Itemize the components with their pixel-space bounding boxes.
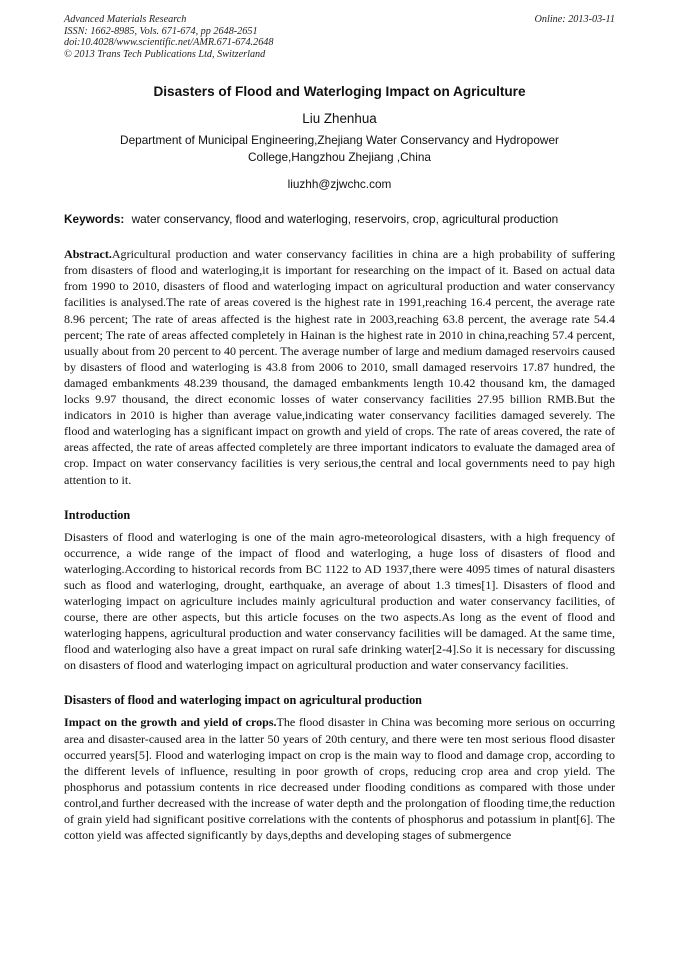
section2-text: The flood disaster in China was becoming more serious on occurring area and disaster-caused area in the latter 50 years of 20th century, and there were ten most serious flood disaster occurred years[5]. Flood and waterloging impact on crop is the main way to flood and damage crop, according to the different levels of influence, resulting in poor growth of crops, reducing crop area and crop yield. The phosphorus and potassium contents in rice decreased under flooding conditions as compared with those under control,and further decreased with the increase of water depth and the prolongation of flooding time,the reduction of grain yield had significant positive correlations with the contents of phosphorus and potassium in plant[6]. The cotton yield was affected significantly by days,depths and developing stages of submergence <box>64 715 615 843</box>
affiliation-line-2: College,Hangzhou Zhejiang ,China <box>248 149 431 164</box>
section2-heading: Disasters of flood and waterloging impact on agricultural production <box>64 693 422 708</box>
issn-line: ISSN: 1662-8985, Vols. 671-674, pp 2648-2651 <box>64 25 258 37</box>
abstract <box>64 246 615 487</box>
copyright-line: © 2013 Trans Tech Publications Ltd, Switzerland <box>64 48 266 60</box>
abstract-label: Abstract. <box>64 247 112 262</box>
section2-paragraph <box>64 714 615 843</box>
affiliation-line-1: Department of Municipal Engineering,Zhejiang Water Conservancy and Hydropower <box>120 133 559 148</box>
affiliation <box>64 132 615 165</box>
section2-lead: Impact on the growth and yield of crops. <box>64 715 277 730</box>
introduction-heading: Introduction <box>64 507 131 522</box>
abstract-text: Agricultural production and water conservancy facilities in china are a high probability of suffering from disasters of flood and waterloging,it is important for researching on the impact of it. Based on actual data from 1990 to 2010, disasters of flood and waterloging impact on agricultural production and water conservancy facilities is analysed.The rate of areas covered is the highest rate in 1991,reaching 16.4 percent, the average rate 8.96 percent; The rate of areas affected is the highest rate in 2003,reaching 63.8 percent, the average rate 54.4 percent; The rate of areas affected completely in Hainan is the highest rate in 2010 in china,reaching 57.4 percent, usually about from 20 percent to 40 percent. The average number of large and medium damaged reservoirs caused by disasters of flood and waterloging is 43.8 from 2006 to 2010, small damaged reservoirs 17.87 hundred, the damaged embankments 48.239 thousand, the damaged embankments length 10.42 thousand km, the damaged locks 9.97 thousand, the direct economic losses of water conservancy facilities 27.95 billion RMB.But the indicators in 2010 is higher than average value,indicating water conservancy facilities damaged severely. The flood and waterloging has a significant impact on growth and yield of crops. The rate of areas covered, the rate of areas affected, the rate of areas affected completely are three important indicators to evaluate the damaged area of crop. Impact on water conservancy facilities is very serious,the central and local governments need to pay high attention to it. <box>64 247 615 487</box>
journal-header <box>64 14 615 60</box>
journal-name: Advanced Materials Research <box>64 14 187 25</box>
author-email: liuzhh@zjwchc.com <box>287 177 392 192</box>
keywords-text: water conservancy, flood and waterloging, reservoirs, crop, agricultural production <box>131 212 559 227</box>
introduction-text: Disasters of flood and waterloging is one of the main agro-meteorological disasters, with a high frequency of occurrence, a wide range of the impact of flood and waterloging, a huge loss of disasters of flood and waterloging.According to historical records from BC 1122 to AD 1937,there were 4095 times of natural disasters such as flood and waterloging, drought, earthquake, an average of about 1.3 times[1]. Disasters of flood and waterloging impact on agriculture includes mainly agricultural production and water conservancy facilities, of course, there are other aspects, but this article focuses on the two aspects.As long as the event of flood and waterloging happens, agricultural production and water conservancy facilities will be damaged. At the same time, flood and waterloging also have a great impact on rural safe drinking water[2-4].So it is necessary for discussing on disasters of flood and waterloging impact on agricultural production and water conservancy facilities. <box>64 529 615 673</box>
online-date: Online: 2013-03-11 <box>534 14 615 25</box>
keywords <box>64 212 615 226</box>
doi-line: doi:10.4028/www.scientific.net/AMR.671-674.2648 <box>64 37 274 49</box>
author-name: Liu Zhenhua <box>302 111 377 127</box>
paper-title: Disasters of Flood and Waterloging Impact on Agriculture <box>153 84 526 100</box>
keywords-label: Keywords: <box>64 212 125 227</box>
page-content <box>64 14 615 843</box>
